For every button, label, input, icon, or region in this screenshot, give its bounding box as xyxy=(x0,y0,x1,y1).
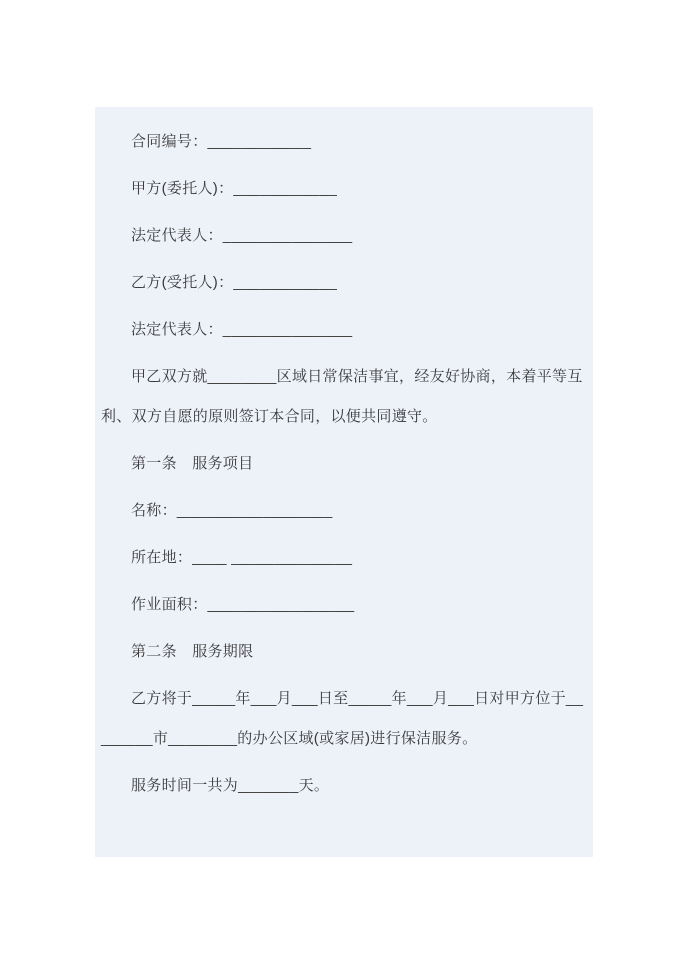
contract-number-line: 合同编号：____________ xyxy=(131,133,312,150)
article-2-heading: 第二条 服务期限 xyxy=(131,643,254,660)
document-sheet xyxy=(95,107,593,857)
preamble-paragraph: 甲乙双方就________区域日常保洁事宜，经友好协商，本着平等互利、双方自愿的原则签订本合同，以便共同遵守。 xyxy=(101,368,583,425)
legal-representative-a-line: 法定代表人：_______________ xyxy=(131,227,353,244)
legal-representative-b-line: 法定代表人：_______________ xyxy=(131,321,353,338)
party-b-line: 乙方(受托人)：____________ xyxy=(131,274,338,291)
service-location-line: 所在地：____ ______________ xyxy=(131,549,353,566)
service-name-line: 名称：__________________ xyxy=(131,502,333,519)
service-days-line: 服务时间一共为_______天。 xyxy=(131,777,330,794)
article-1-heading: 第一条 服务项目 xyxy=(131,455,254,472)
service-period-paragraph: 乙方将于_____年___月___日至_____年___月___日对甲方位于________市________的办公区域(或家居)进行保洁服务。 xyxy=(101,690,584,747)
party-a-line: 甲方(委托人)：____________ xyxy=(131,180,338,197)
work-area-line: 作业面积：_________________ xyxy=(131,596,355,613)
